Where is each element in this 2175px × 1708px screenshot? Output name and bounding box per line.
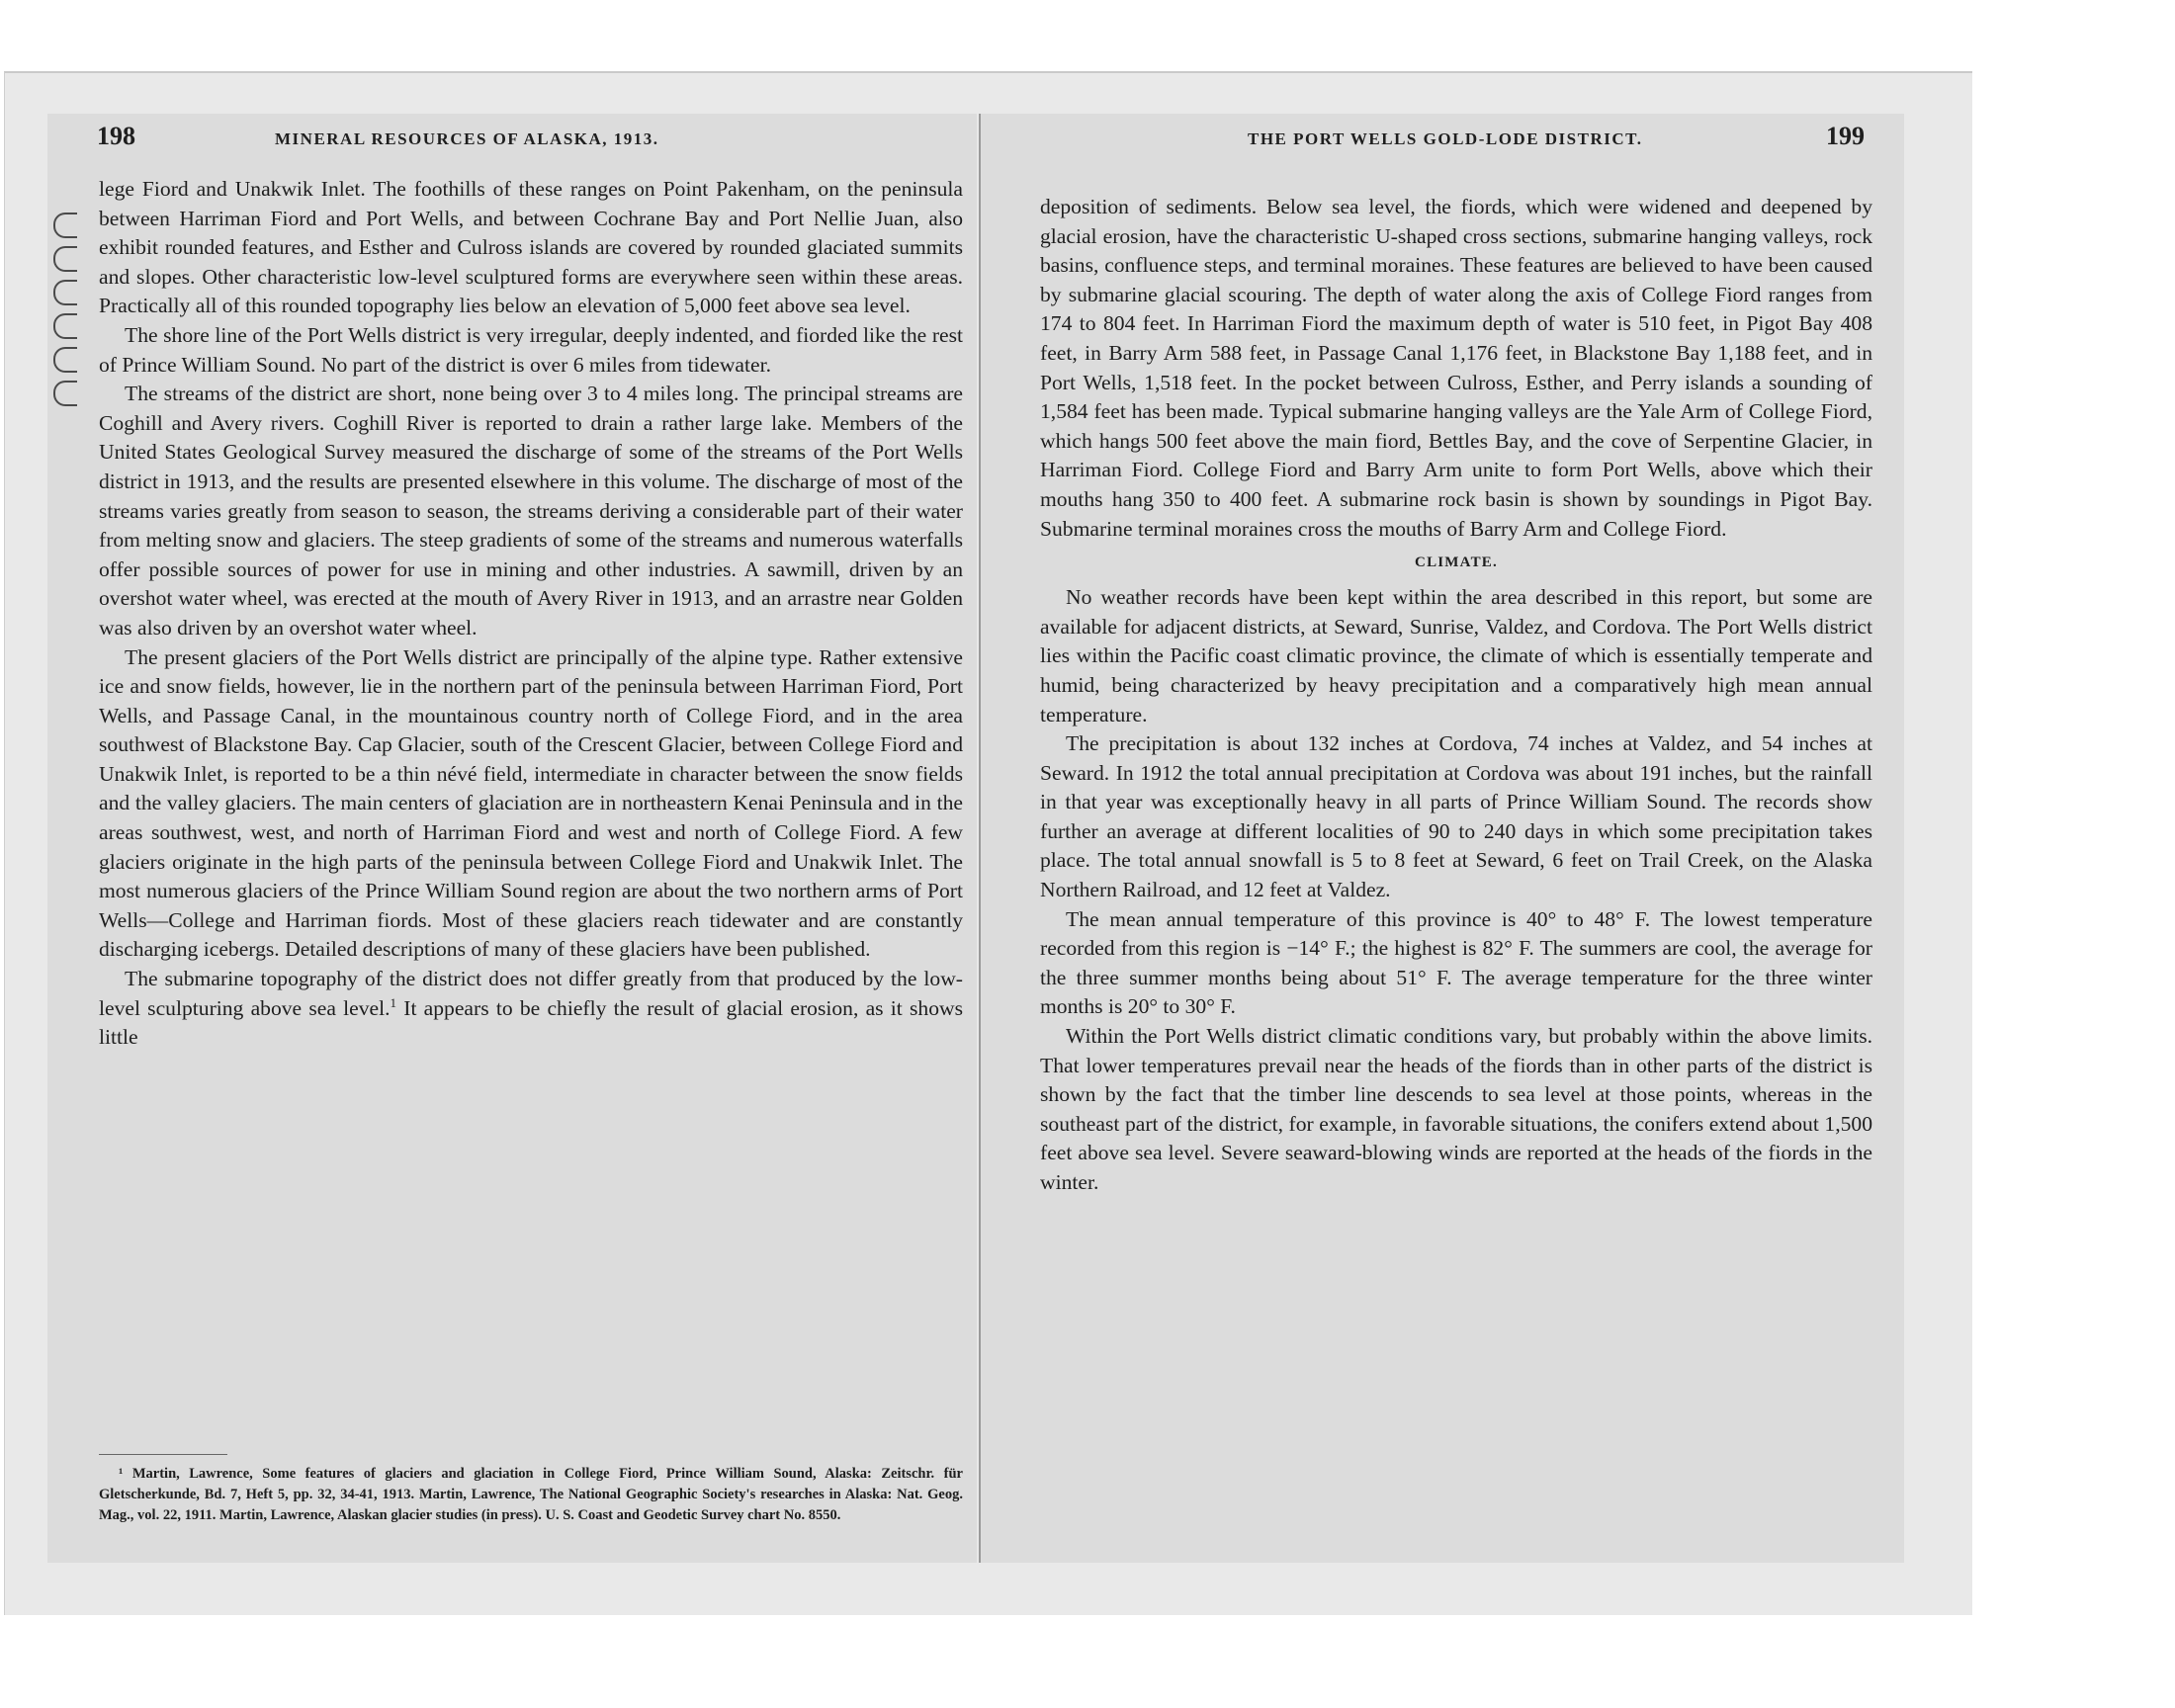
footnote-reference: 1 [390, 994, 397, 1010]
left-running-title: MINERAL RESOURCES OF ALASKA, 1913. [275, 129, 659, 148]
margin-bracket-mark [53, 280, 77, 305]
right-body-text [1040, 193, 1872, 1198]
paragraph-text: The submarine topography of the district does not differ greatly from that produced by the low-level sculpturing above sea level. [99, 967, 963, 1020]
left-body-text [99, 175, 963, 1053]
right-running-title: THE PORT WELLS GOLD-LODE DISTRICT. [1248, 129, 1643, 148]
paragraph: Within the Port Wells district climatic conditions vary, but probably within the above limits. That lower temperatures prevail near the heads of the fiords than in other parts of the district is shown by the fact that the timber line descends to sea level at those points, whereas in the southeast part of the district, for example, in favorable situations, the conifers extend about 1,500 feet above sea level. Severe seaward-blowing winds are reported at the heads of the fiords in the winter. [1040, 1024, 1872, 1194]
paragraph: No weather records have been kept within the area described in this report, but some are available for adjacent districts, at Seward, Sunrise, Valdez, and Cordova. The Port Wells district lies within the Pacific coast climatic province, the climate of which is essentially temperate and humid, being characterized by heavy precipitation and a comparatively high mean annual temperature. [1040, 585, 1872, 726]
section-heading-climate: CLIMATE. [1415, 555, 1498, 571]
right-running-head [1030, 122, 1865, 161]
footnote-rule [99, 1454, 227, 1455]
footnote: ¹ Martin, Lawrence, Some features of glaciers and glaciation in College Fiord, Prince William Sound, Alaska: Zeitschr. für Gletscherkunde, Bd. 7, Heft 5, pp. 32, 34-41, 1913. Martin, Lawrence, The National Geographic Society's researches in Alaska: Nat. Geog. Mag., vol. 22, 1911. Martin, Lawrence, Alaskan glacier studies (in press). U. S. Coast and Geodetic Survey chart No. 8550. [99, 1466, 963, 1523]
left-running-head [97, 122, 937, 161]
left-page-number: 198 [97, 122, 135, 150]
right-page-number: 199 [1826, 122, 1865, 150]
paragraph-text: It appears to be chiefly the result of glacial erosion, as it shows little [99, 995, 964, 1050]
margin-bracket-mark [53, 213, 77, 238]
paragraph: The present glaciers of the Port Wells district are principally of the alpine type. Rather extensive ice and snow fields, however, lie in the northern part of the peninsula between Harriman Fiord, Port Wells, and Passage Canal, in the mountainous country north of College Fiord, and in the area southwest of Blackstone Bay. Cap Glacier, south of the Crescent Glacier, between College Fiord and Unakwik Inlet, is reported to be a thin névé field, intermediate in character between the snow fields and the valley glaciers. The main centers of glaciation are in northeastern Kenai Peninsula and in the areas southwest, west, and north of Harriman Fiord and west and north of College Fiord. A few glaciers originate in the high parts of the peninsula between College Fiord and Unakwik Inlet. The most numerous glaciers of the Prince William Sound region are about the two northern arms of Port Wells—College and Harriman fiords. Most of these glaciers reach tidewater and are constantly discharging icebergs. Detailed descriptions of many of these glaciers have been published. [99, 644, 963, 962]
left-page [47, 114, 977, 1563]
paragraph-with-footnote [99, 965, 963, 1053]
right-page [981, 114, 1904, 1563]
margin-bracket-mark [53, 381, 77, 406]
margin-bracket-mark [53, 313, 77, 339]
paragraph: The streams of the district are short, none being over 3 to 4 miles long. The principal streams are Coghill and Avery rivers. Coghill River is reported to drain a rather large lake. Members of the United States Geological Survey measured the discharge of some of the streams of the Port Wells district in 1913, and the results are presented elsewhere in this volume. The discharge of most of the streams varies greatly from season to season, the streams deriving a considerable part of their water from melting snow and glaciers. The steep gradients of some of the streams and numerous waterfalls offer possible sources of power for use in mining and other industries. A sawmill, driven by an overshot water wheel, was erected at the mouth of Avery River in 1913, and an arrastre near Golden was also driven by an overshot water wheel. [99, 382, 963, 640]
margin-marks [53, 213, 93, 414]
paragraph: The mean annual temperature of this province is 40° to 48° F. The lowest temperature recorded from this region is −14° F.; the highest is 82° F. The summers are cool, the average for the three summer months being about 51° F. The average temperature for the three winter months is 20° to 30° F. [1040, 906, 1872, 1019]
margin-bracket-mark [53, 347, 77, 373]
margin-bracket-mark [53, 246, 77, 272]
paragraph: The shore line of the Port Wells district is very irregular, deeply indented, and fiorded like the rest of Prince William Sound. No part of the district is over 6 miles from tidewater. [99, 322, 963, 377]
paragraph: The precipitation is about 132 inches at Cordova, 74 inches at Valdez, and 54 inches at Seward. In 1912 the total annual precipitation at Cordova was about 191 inches, but the rainfall in that year was exceptionally heavy in all parts of Prince William Sound. The records show further an average at different localities of 90 to 240 days in which some precipitation takes place. The total annual snowfall is 5 to 8 feet at Seward, 6 feet on Trail Creek, on the Alaska Northern Railroad, and 12 feet at Valdez. [1040, 731, 1872, 902]
paragraph: deposition of sediments. Below sea level, the fiords, which were widened and deepened by glacial erosion, have the characteristic U-shaped cross sections, submarine hanging valleys, rock basins, confluence steps, and terminal moraines. These features are believed to have been caused by submarine glacial scouring. The depth of water along the axis of College Fiord ranges from 174 to 804 feet. In Harriman Fiord the maximum depth of water is 510 feet, in Pigot Bay 408 feet, in Barry Arm 588 feet, in Passage Canal 1,176 feet, in Blackstone Bay 1,188 feet, and in Port Wells, 1,518 feet. In the pocket between Culross, Esther, and Perry islands a sounding of 1,584 feet has been made. Typical submarine hanging valleys are the Yale Arm of College Fiord, which hangs 500 feet above the main fiord, Bettles Bay, and the cove of Serpentine Glacier, in Harriman Fiord. College Fiord and Barry Arm unite to form Port Wells, above which their mouths hang 350 to 400 feet. A submarine rock basin is shown by soundings in Pigot Bay. Submarine terminal moraines cross the mouths of Barry Arm and College Fiord. [1040, 195, 1872, 541]
paragraph: lege Fiord and Unakwik Inlet. The foothills of these ranges on Point Pakenham, on the peninsula between Harriman Fiord and Port Wells, and between Cochrane Bay and Port Nellie Juan, also exhibit rounded features, and Esther and Culross islands are covered by rounded glaciated summits and slopes. Other characteristic low-level sculptured forms are everywhere seen within these areas. Practically all of this rounded topography lies below an elevation of 5,000 feet above sea level. [99, 177, 963, 318]
